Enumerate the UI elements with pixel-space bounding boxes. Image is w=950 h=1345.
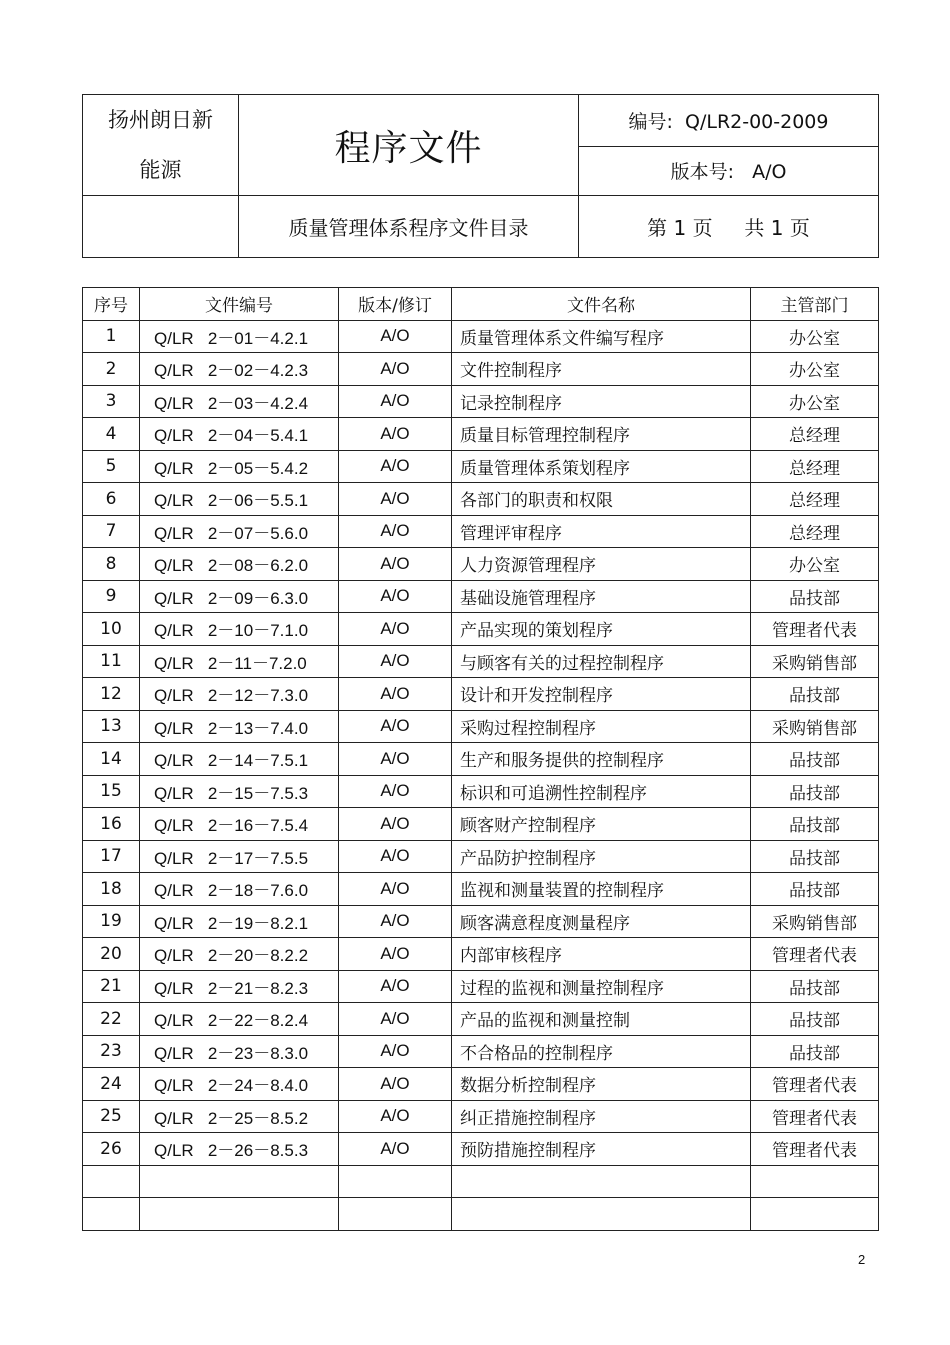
cell-code: Q/LR 2－10－7.1.0	[140, 613, 339, 646]
cell-name: 监视和测量装置的控制程序	[452, 873, 751, 906]
cell-code: Q/LR 2－24－8.4.0	[140, 1068, 339, 1101]
cell-name: 顾客财产控制程序	[452, 808, 751, 841]
cell-no	[83, 1165, 140, 1198]
company-name-cell	[83, 95, 239, 196]
document-list-table	[82, 287, 879, 1231]
cell-name: 管理评审程序	[452, 515, 751, 548]
column-header-name: 文件名称	[452, 288, 751, 321]
table-header-row	[83, 288, 879, 321]
cell-version: A/O	[339, 548, 452, 581]
cell-dept	[751, 1198, 879, 1231]
cell-version: A/O	[339, 1068, 452, 1101]
cell-name: 设计和开发控制程序	[452, 678, 751, 711]
cell-code: Q/LR 2－26－8.5.3	[140, 1133, 339, 1166]
table-row	[83, 678, 879, 711]
cell-no: 24	[83, 1068, 140, 1101]
cell-no: 9	[83, 580, 140, 613]
cell-no: 19	[83, 905, 140, 938]
cell-dept: 品技部	[751, 678, 879, 711]
cell-version: A/O	[339, 840, 452, 873]
cell-dept: 管理者代表	[751, 1133, 879, 1166]
cell-no: 7	[83, 515, 140, 548]
cell-code: Q/LR 2－11－7.2.0	[140, 645, 339, 678]
cell-name	[452, 1165, 751, 1198]
cell-no	[83, 1198, 140, 1231]
cell-version: A/O	[339, 353, 452, 386]
cell-code: Q/LR 2－05－5.4.2	[140, 450, 339, 483]
cell-dept: 办公室	[751, 548, 879, 581]
cell-name: 产品防护控制程序	[452, 840, 751, 873]
cell-no: 4	[83, 418, 140, 451]
cell-no: 11	[83, 645, 140, 678]
cell-dept: 品技部	[751, 808, 879, 841]
column-header-version: 版本/修订	[339, 288, 452, 321]
cell-name: 标识和可追溯性控制程序	[452, 775, 751, 808]
cell-no: 25	[83, 1100, 140, 1133]
cell-version: A/O	[339, 1035, 452, 1068]
table-row	[83, 1003, 879, 1036]
cell-version: A/O	[339, 678, 452, 711]
cell-code: Q/LR 2－20－8.2.2	[140, 938, 339, 971]
cell-version: A/O	[339, 1003, 452, 1036]
cell-dept: 总经理	[751, 515, 879, 548]
cell-no: 6	[83, 483, 140, 516]
cell-dept	[751, 1165, 879, 1198]
cell-version: A/O	[339, 450, 452, 483]
cell-dept: 管理者代表	[751, 1100, 879, 1133]
cell-dept: 办公室	[751, 320, 879, 353]
cell-version: A/O	[339, 645, 452, 678]
cell-version: A/O	[339, 1100, 452, 1133]
cell-name: 产品的监视和测量控制	[452, 1003, 751, 1036]
cell-version	[339, 1198, 452, 1231]
cell-no: 3	[83, 385, 140, 418]
cell-name: 内部审核程序	[452, 938, 751, 971]
cell-no: 5	[83, 450, 140, 483]
cell-dept: 品技部	[751, 840, 879, 873]
table-row	[83, 1198, 879, 1231]
cell-code: Q/LR 2－23－8.3.0	[140, 1035, 339, 1068]
cell-no: 14	[83, 743, 140, 776]
cell-version: A/O	[339, 743, 452, 776]
cell-code: Q/LR 2－25－8.5.2	[140, 1100, 339, 1133]
cell-code: Q/LR 2－06－5.5.1	[140, 483, 339, 516]
cell-code: Q/LR 2－22－8.2.4	[140, 1003, 339, 1036]
cell-dept: 管理者代表	[751, 938, 879, 971]
cell-version: A/O	[339, 613, 452, 646]
cell-name: 基础设施管理程序	[452, 580, 751, 613]
cell-code	[140, 1165, 339, 1198]
cell-dept: 采购销售部	[751, 710, 879, 743]
cell-name: 生产和服务提供的控制程序	[452, 743, 751, 776]
cell-dept: 品技部	[751, 775, 879, 808]
cell-code: Q/LR 2－17－7.5.5	[140, 840, 339, 873]
page-info: 第 1 页 共 1 页	[579, 196, 879, 258]
version-number: 版本号: A/O	[579, 146, 879, 196]
cell-code: Q/LR 2－08－6.2.0	[140, 548, 339, 581]
cell-version: A/O	[339, 710, 452, 743]
cell-dept: 品技部	[751, 1035, 879, 1068]
column-header-no: 序号	[83, 288, 140, 321]
table-row	[83, 1068, 879, 1101]
cell-name: 不合格品的控制程序	[452, 1035, 751, 1068]
company-name-line2: 能源	[139, 158, 182, 182]
cell-name: 与顾客有关的过程控制程序	[452, 645, 751, 678]
cell-no: 16	[83, 808, 140, 841]
cell-code: Q/LR 2－13－7.4.0	[140, 710, 339, 743]
table-row	[83, 385, 879, 418]
page-number: 2	[858, 1252, 866, 1267]
cell-no: 10	[83, 613, 140, 646]
cell-code: Q/LR 2－04－5.4.1	[140, 418, 339, 451]
cell-no: 15	[83, 775, 140, 808]
cell-no: 22	[83, 1003, 140, 1036]
table-body	[83, 320, 879, 1230]
cell-dept: 品技部	[751, 873, 879, 906]
cell-name: 预防措施控制程序	[452, 1133, 751, 1166]
cell-name: 过程的监视和测量控制程序	[452, 970, 751, 1003]
cell-code: Q/LR 2－02－4.2.3	[140, 353, 339, 386]
table-row	[83, 1165, 879, 1198]
document-number: 编号: Q/LR2-00-2009	[579, 95, 879, 147]
table-row	[83, 320, 879, 353]
cell-version: A/O	[339, 483, 452, 516]
document-subtitle: 质量管理体系程序文件目录	[239, 196, 579, 258]
cell-dept: 总经理	[751, 450, 879, 483]
cell-code: Q/LR 2－21－8.2.3	[140, 970, 339, 1003]
cell-dept: 品技部	[751, 580, 879, 613]
table-row	[83, 483, 879, 516]
cell-name: 记录控制程序	[452, 385, 751, 418]
cell-code: Q/LR 2－09－6.3.0	[140, 580, 339, 613]
cell-dept: 品技部	[751, 1003, 879, 1036]
table-row	[83, 840, 879, 873]
column-header-dept: 主管部门	[751, 288, 879, 321]
cell-name: 纠正措施控制程序	[452, 1100, 751, 1133]
cell-code: Q/LR 2－01－4.2.1	[140, 320, 339, 353]
cell-dept: 办公室	[751, 353, 879, 386]
cell-version: A/O	[339, 320, 452, 353]
cell-no: 26	[83, 1133, 140, 1166]
document-header	[82, 94, 879, 258]
table-row	[83, 515, 879, 548]
cell-version: A/O	[339, 873, 452, 906]
cell-name: 产品实现的策划程序	[452, 613, 751, 646]
cell-no: 18	[83, 873, 140, 906]
cell-dept: 品技部	[751, 743, 879, 776]
cell-dept: 管理者代表	[751, 1068, 879, 1101]
cell-no: 2	[83, 353, 140, 386]
cell-dept: 办公室	[751, 385, 879, 418]
cell-code: Q/LR 2－07－5.6.0	[140, 515, 339, 548]
cell-code: Q/LR 2－19－8.2.1	[140, 905, 339, 938]
cell-dept: 总经理	[751, 418, 879, 451]
cell-dept: 品技部	[751, 970, 879, 1003]
cell-version: A/O	[339, 385, 452, 418]
company-name-line1: 扬州朗日新	[108, 108, 213, 132]
cell-no: 8	[83, 548, 140, 581]
cell-code	[140, 1198, 339, 1231]
table-row	[83, 775, 879, 808]
header-blank-cell	[83, 196, 239, 258]
cell-name: 人力资源管理程序	[452, 548, 751, 581]
cell-version: A/O	[339, 905, 452, 938]
cell-version: A/O	[339, 808, 452, 841]
cell-version: A/O	[339, 970, 452, 1003]
table-row	[83, 418, 879, 451]
cell-dept: 总经理	[751, 483, 879, 516]
cell-version: A/O	[339, 938, 452, 971]
cell-dept: 管理者代表	[751, 613, 879, 646]
table-row	[83, 613, 879, 646]
cell-no: 20	[83, 938, 140, 971]
table-row	[83, 450, 879, 483]
cell-dept: 采购销售部	[751, 645, 879, 678]
cell-dept: 采购销售部	[751, 905, 879, 938]
table-row	[83, 645, 879, 678]
cell-version: A/O	[339, 515, 452, 548]
table-row	[83, 580, 879, 613]
cell-version: A/O	[339, 775, 452, 808]
table-row	[83, 1133, 879, 1166]
cell-code: Q/LR 2－16－7.5.4	[140, 808, 339, 841]
cell-no: 21	[83, 970, 140, 1003]
table-row	[83, 873, 879, 906]
cell-name: 各部门的职责和权限	[452, 483, 751, 516]
cell-version: A/O	[339, 580, 452, 613]
cell-code: Q/LR 2－12－7.3.0	[140, 678, 339, 711]
cell-name: 质量目标管理控制程序	[452, 418, 751, 451]
table-row	[83, 905, 879, 938]
table-row	[83, 1100, 879, 1133]
cell-code: Q/LR 2－18－7.6.0	[140, 873, 339, 906]
column-header-code: 文件编号	[140, 288, 339, 321]
cell-name: 数据分析控制程序	[452, 1068, 751, 1101]
cell-code: Q/LR 2－03－4.2.4	[140, 385, 339, 418]
table-row	[83, 548, 879, 581]
cell-code: Q/LR 2－15－7.5.3	[140, 775, 339, 808]
table-row	[83, 353, 879, 386]
cell-name: 采购过程控制程序	[452, 710, 751, 743]
table-row	[83, 710, 879, 743]
cell-code: Q/LR 2－14－7.5.1	[140, 743, 339, 776]
cell-version	[339, 1165, 452, 1198]
table-row	[83, 743, 879, 776]
cell-name: 质量管理体系文件编写程序	[452, 320, 751, 353]
document-type-title: 程序文件	[239, 95, 579, 196]
cell-no: 13	[83, 710, 140, 743]
table-row	[83, 808, 879, 841]
table-row	[83, 1035, 879, 1068]
cell-no: 17	[83, 840, 140, 873]
cell-name: 顾客满意程度测量程序	[452, 905, 751, 938]
cell-version: A/O	[339, 418, 452, 451]
cell-version: A/O	[339, 1133, 452, 1166]
cell-no: 23	[83, 1035, 140, 1068]
cell-name: 质量管理体系策划程序	[452, 450, 751, 483]
table-row	[83, 938, 879, 971]
table-row	[83, 970, 879, 1003]
cell-no: 1	[83, 320, 140, 353]
cell-name	[452, 1198, 751, 1231]
cell-name: 文件控制程序	[452, 353, 751, 386]
cell-no: 12	[83, 678, 140, 711]
